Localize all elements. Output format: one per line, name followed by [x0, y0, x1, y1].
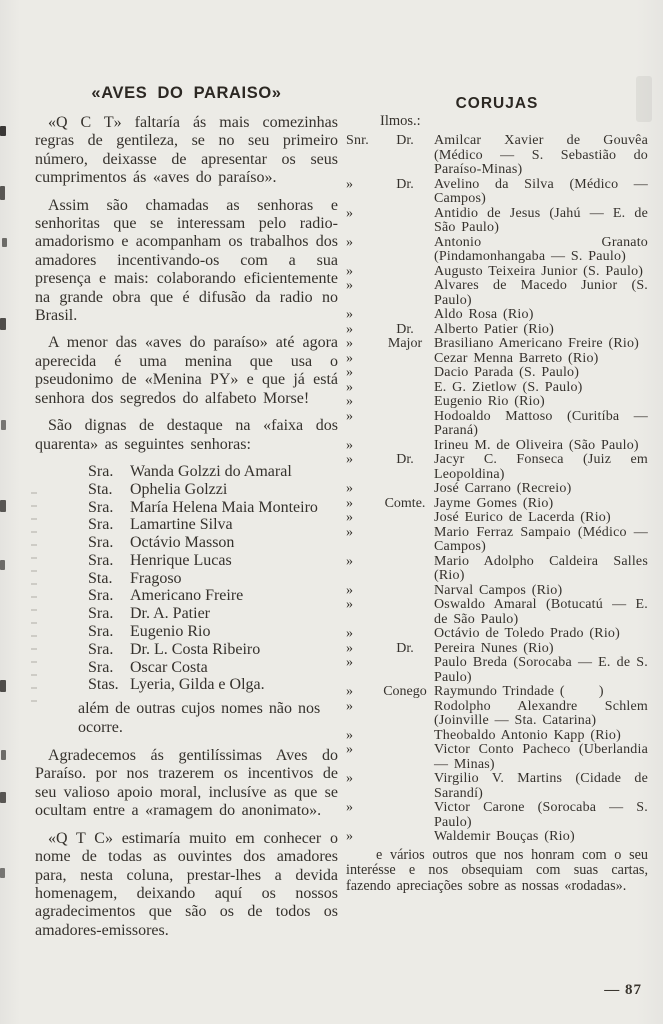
scan-artifact: [0, 318, 6, 330]
ditto-or-snr-label: »: [346, 553, 354, 569]
honorific-label: [376, 656, 434, 685]
ditto-or-snr-label: »: [346, 495, 354, 511]
lady-title-label: Sra.: [88, 516, 114, 534]
person-name: Alberto Patier (Rio): [434, 321, 554, 337]
list-item-coruja: [346, 410, 648, 439]
list-item-lady: [88, 499, 338, 517]
person-name: Oswaldo Amaral (Botucatú — E. de São Paulo): [434, 597, 648, 627]
ditto-or-snr-label: »: [346, 408, 354, 424]
honorific-label: [376, 598, 434, 627]
honorific-label: [376, 236, 434, 265]
ditto-or-snr-label: »: [346, 684, 354, 699]
person-name: Narval Campos (Rio): [434, 582, 563, 598]
honorific-label: [376, 555, 434, 584]
ditto-or-snr-label: »: [346, 640, 354, 656]
scan-artifact: [0, 680, 6, 692]
lady-title-label: Sra.: [88, 551, 114, 569]
person-name: Cezar Menna Barreto (Rio): [434, 350, 599, 366]
list-item-coruja: [346, 236, 648, 265]
list-item-coruja: [346, 497, 648, 512]
scan-artifact: [1, 420, 6, 430]
honorific-label: Comte.: [384, 495, 426, 511]
list-item-coruja: [346, 279, 648, 308]
lady-name: Wanda Golzzi do Amaral: [130, 462, 292, 480]
paragraph-varios-outros: e vários outros que nos honram com o seu interésse e nos obsequiam com suas cartas, fazendo apreciações sobre as nossas «rodadas».: [346, 846, 648, 894]
scan-artifact: [2, 238, 7, 247]
person-name: Pereira Nunes (Rio): [434, 640, 554, 656]
lady-title-label: Sra.: [88, 605, 114, 623]
lady-name: Oscar Costa: [130, 658, 208, 676]
ditto-or-snr-label: »: [346, 655, 354, 670]
person-name: Irineu M. de Oliveira (São Paulo): [434, 437, 639, 453]
honorific-label: [376, 830, 434, 845]
lady-title-label: Sta.: [88, 569, 113, 587]
list-item-lady: [88, 605, 338, 623]
list-item-coruja: [346, 352, 648, 367]
list-item-lady: [88, 481, 338, 499]
honorific-label: [376, 584, 434, 599]
honorific-label: [376, 743, 434, 772]
ditto-or-snr-label: »: [346, 379, 354, 395]
honorific-label: [376, 439, 434, 454]
honorific-label: Dr.: [396, 452, 414, 467]
person-name: Victor Carone (Sorocaba — S. Paulo): [434, 800, 648, 830]
ditto-or-snr-label: »: [346, 742, 354, 757]
list-item-lady: [88, 516, 338, 534]
paragraph-qtc-closing: «Q T C» estimaría muito em conhecer o nome de todas as ouvintes dos amadores para, nesta coluna, prestar-lhes a devida homenagem, deixando aquí os nossos agradecimentos que são os de todos os amadores-emissores.: [35, 829, 338, 939]
list-item-lady: [88, 676, 338, 694]
list-item-lady: [88, 570, 338, 588]
lady-name: Dr. L. Costa Ribeiro: [130, 640, 261, 658]
salutation-ilmos: Ilmos.:: [380, 113, 421, 129]
honorific-label: [376, 511, 434, 526]
person-name: Aldo Rosa (Rio): [434, 307, 534, 322]
lady-title-label: Sra.: [88, 498, 114, 516]
ditto-or-snr-label: »: [346, 727, 354, 743]
lady-title-label: Stas.: [88, 676, 119, 694]
honorific-label: [376, 526, 434, 555]
scan-artifact: [0, 868, 5, 878]
person-name: José Carrano (Recreio): [434, 481, 572, 496]
scan-artifact: [1, 750, 6, 760]
list-item-coruja: [346, 801, 648, 830]
ditto-or-snr-label: »: [346, 350, 354, 366]
honorific-label: [376, 729, 434, 744]
honorific-label: [376, 482, 434, 497]
scan-artifact: [0, 186, 5, 200]
ditto-or-snr-label: »: [346, 800, 354, 815]
honorific-label: [376, 352, 434, 367]
ladies-list: [35, 463, 338, 694]
honorific-label: Dr.: [396, 640, 414, 656]
list-item-coruja: [346, 207, 648, 236]
honorific-label: [376, 772, 434, 801]
lady-name: Fragoso: [130, 569, 182, 587]
list-item-coruja: [346, 700, 648, 729]
person-name: Virgilio V. Martins (Cidade de Sarandí): [434, 771, 648, 801]
list-item-coruja: [346, 323, 648, 338]
ditto-or-snr-label: »: [346, 234, 354, 250]
list-item-coruja: [346, 685, 648, 700]
ditto-or-snr-label: »: [346, 365, 354, 380]
person-name: Alvares de Macedo Junior (S. Paulo): [434, 278, 648, 308]
list-item-coruja: [346, 729, 648, 744]
honorific-label: [376, 627, 434, 642]
section-title-corujas: CORUJAS: [455, 95, 539, 112]
paragraph-assim-chamadas: Assim são chamadas as senhoras e senhoritas que se interessam pelo radio-amadorismo e acompanham os trabalhos dos amadores incentivando-os com a sua presença e mais: colaborando eficientemente na grande obra que é difusão da radio no Brasil.: [35, 196, 338, 325]
list-item-coruja: [346, 511, 648, 526]
honorific-label: [376, 308, 434, 323]
honorific-label: Dr.: [396, 176, 414, 192]
list-item-lady: [88, 587, 338, 605]
lady-title-label: Sra.: [88, 534, 114, 552]
person-name: Amilcar Xavier de Gouvêa (Médico — S. Sebastião do Paraíso-Minas): [434, 133, 648, 177]
person-name: E. G. Zietlow (S. Paulo): [434, 379, 583, 395]
right-column: [346, 95, 648, 908]
ditto-or-snr-label: »: [346, 263, 354, 279]
list-item-coruja: [346, 584, 648, 599]
honorific-label: Major: [387, 336, 423, 351]
list-item-lady: [88, 552, 338, 570]
ditto-or-snr-label: »: [346, 336, 354, 351]
ditto-or-snr-label: »: [346, 452, 354, 467]
scan-artifact: [0, 560, 5, 570]
list-item-coruja: [346, 178, 648, 207]
article-title-aves-do-paraiso: «AVES DO PARAISO»: [91, 84, 282, 102]
person-name: Rodolpho Alexandre Schlem (Joinville — Sta. Catarina): [434, 698, 648, 728]
ditto-or-snr-label: »: [346, 524, 354, 540]
ladies-footnote: além de outras cujos nomes não nos ocorre.: [78, 700, 321, 736]
list-item-lady: [88, 623, 338, 641]
honorific-label: [376, 279, 434, 308]
person-name: José Eurico de Lacerda (Rio): [434, 510, 611, 525]
list-item-coruja: [346, 381, 648, 396]
honorific-label: [376, 410, 434, 439]
person-name: Brasiliano Americano Freire (Rio): [434, 336, 640, 351]
paragraph-menina-py: A menor das «aves do paraíso» até agora aperecida é uma menina que usa o pseudonimo de «Menina PY» e que já está senhora dos segredos do alfabeto Morse!: [35, 334, 338, 407]
person-name: Augusto Teixeira Junior (S. Paulo): [434, 263, 644, 279]
lady-title-label: Sra.: [88, 462, 114, 480]
honorific-label: Conego: [383, 684, 427, 699]
list-item-coruja: [346, 134, 648, 178]
person-name: Jacyr C. Fonseca (Juiz em Leopoldina): [434, 452, 648, 482]
paragraph-agradecemos: Agradecemos ás gentilíssimas Aves do Paraíso. por nos trazerem os incentivos de seu valioso apoio moral, inclusíve as que se ocultam entre a «ramagem do anonimato».: [35, 747, 338, 820]
list-item-lady: [88, 463, 338, 481]
ditto-or-snr-label: »: [346, 481, 354, 496]
honorific-label: [376, 801, 434, 830]
person-name: Paulo Breda (Sorocaba — E. de S. Paulo): [434, 655, 648, 685]
lady-name: María Helena Maia Monteiro: [130, 498, 318, 516]
scan-artifact: [0, 792, 6, 803]
ditto-or-snr-label: »: [346, 582, 354, 598]
list-item-coruja: [346, 598, 648, 627]
honorific-label: Dr.: [396, 321, 414, 337]
person-name: Antonio Granato (Pindamonhangaba — S. Paulo): [434, 234, 648, 264]
ditto-or-snr-label: »: [346, 437, 354, 453]
list-item-coruja: [346, 265, 648, 280]
lady-name: Dr. A. Patier: [130, 605, 210, 623]
honorific-label: [376, 700, 434, 729]
person-name: Victor Conto Pacheco (Uberlandia — Minas): [434, 742, 648, 772]
lady-name: Ophelia Golzzi: [130, 480, 228, 498]
ditto-or-snr-label: »: [346, 394, 354, 409]
ditto-or-snr-label: »: [346, 176, 354, 192]
lady-title-label: Sra.: [88, 640, 114, 658]
lady-name: Eugenio Rio: [130, 623, 211, 641]
page-number: — 87: [604, 982, 642, 998]
ditto-or-snr-label: »: [346, 597, 354, 612]
list-item-coruja: [346, 830, 648, 845]
lady-title-label: Sra.: [88, 658, 114, 676]
list-item-coruja: [346, 656, 648, 685]
ditto-or-snr-label: »: [346, 626, 354, 641]
paragraph-qct-intro: «Q C T» faltaría ás mais comezinhas regras de gentileza, se no seu primeiro número, deixasse de apresentar os seus cumprimentos ás «aves do paraíso».: [35, 114, 338, 187]
scan-artifact: [0, 500, 6, 512]
honorific-label: Dr.: [396, 133, 414, 148]
person-name: Mario Ferraz Sampaio (Médico — Campos): [434, 524, 648, 554]
list-item-coruja: [346, 555, 648, 584]
lady-title-label: Sra.: [88, 587, 114, 605]
ditto-or-snr-label: »: [346, 205, 354, 221]
list-item-coruja: [346, 453, 648, 482]
person-name: Hodoaldo Mattoso (Curitíba — Paraná): [434, 408, 648, 438]
list-item-coruja: [346, 642, 648, 657]
list-item-coruja: [346, 337, 648, 352]
person-name: Mario Adolpho Caldeira Salles (Rio): [434, 553, 648, 583]
lady-title-label: Sta.: [88, 480, 113, 498]
honorific-label: [376, 381, 434, 396]
list-item-coruja: [346, 772, 648, 801]
list-item-coruja: [346, 482, 648, 497]
ditto-or-snr-label: »: [346, 321, 354, 337]
person-name: Jayme Gomes (Rio): [434, 495, 554, 511]
scan-artifact: [0, 126, 6, 136]
left-column: [35, 84, 338, 949]
person-name: Theobaldo Antonio Kapp (Rio): [434, 727, 621, 743]
person-name: Eugenio Rio (Rio): [434, 394, 545, 409]
ditto-or-snr-label: »: [346, 698, 354, 714]
list-item-coruja: [346, 366, 648, 381]
person-name: Raymundo Trindade ( ): [434, 684, 604, 699]
lady-name: Lamartine Silva: [130, 516, 233, 534]
lady-name: Lyeria, Gilda e Olga.: [130, 676, 265, 694]
person-name: Octávio de Toledo Prado (Rio): [434, 626, 620, 641]
list-item-coruja: [346, 395, 648, 410]
lady-name: Octávio Masson: [130, 534, 235, 552]
list-item-coruja: [346, 308, 648, 323]
ditto-or-snr-label: »: [346, 829, 354, 844]
lady-title-label: Sra.: [88, 623, 114, 641]
list-item-lady: [88, 659, 338, 677]
list-item-coruja: [346, 526, 648, 555]
ditto-or-snr-label: »: [346, 278, 354, 293]
honorific-label: [376, 265, 434, 280]
paragraph-faixa-quarenta: São dignas de destaque na «faixa dos quarenta» as seguintes senhoras:: [35, 417, 338, 453]
list-item-lady: [88, 641, 338, 659]
ditto-or-snr-label: »: [346, 307, 354, 322]
ditto-or-snr-label: »: [346, 771, 354, 786]
list-item-coruja: [346, 439, 648, 454]
corujas-list: [346, 134, 648, 845]
person-name: Avelino da Silva (Médico — Campos): [434, 176, 648, 206]
lady-name: Americano Freire: [130, 587, 244, 605]
person-name: Dacio Parada (S. Paulo): [434, 365, 580, 380]
ditto-or-snr-label: Snr.: [346, 133, 369, 148]
ditto-or-snr-label: »: [346, 510, 354, 525]
lady-name: Henrique Lucas: [130, 551, 232, 569]
list-item-lady: [88, 534, 338, 552]
person-name: Antidio de Jesus (Jahú — E. de São Paulo): [434, 205, 648, 235]
honorific-label: [376, 207, 434, 236]
list-item-coruja: [346, 627, 648, 642]
honorific-label: [376, 395, 434, 410]
list-item-coruja: [346, 743, 648, 772]
honorific-label: [376, 366, 434, 381]
person-name: Waldemir Bouças (Rio): [434, 829, 575, 844]
